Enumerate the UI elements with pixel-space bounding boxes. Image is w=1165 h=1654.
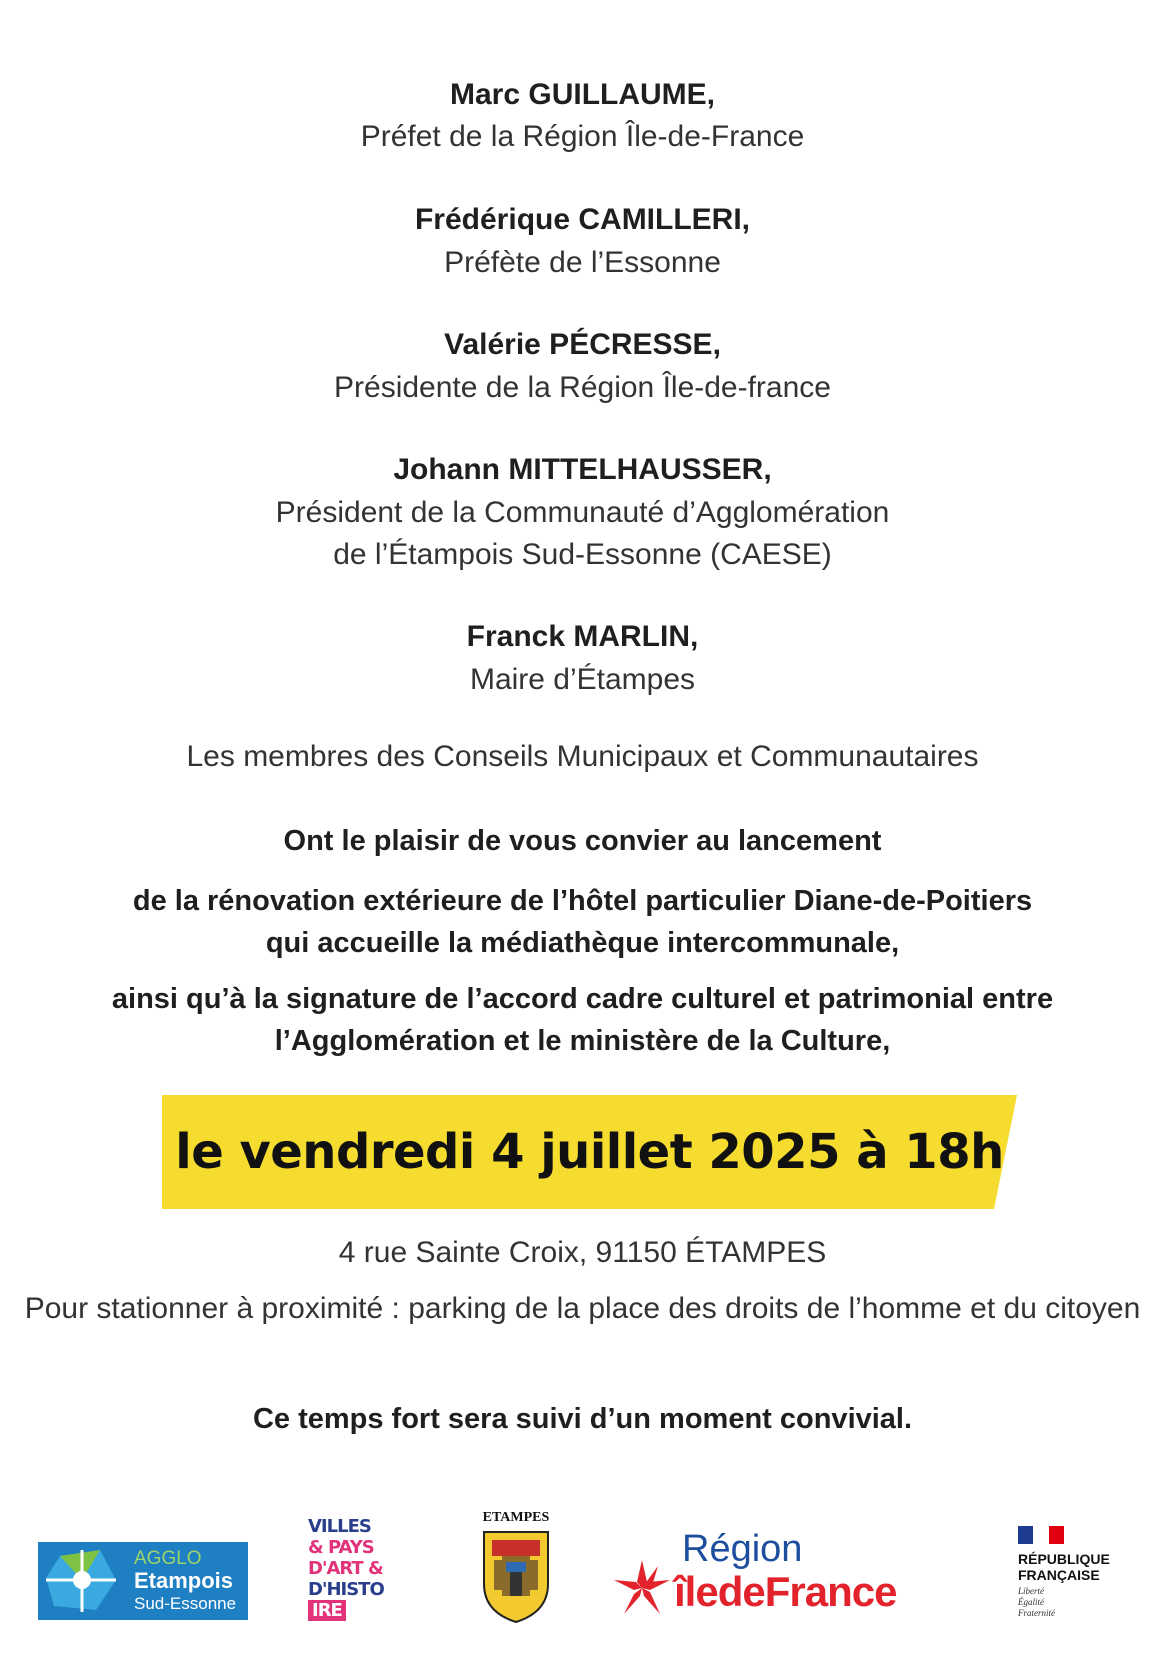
- date-banner: [162, 1095, 1017, 1209]
- region-logo-line1: Région: [682, 1528, 803, 1570]
- etampes-coat-of-arms-icon: [478, 1526, 554, 1626]
- villes-logo-line3: D'ART &: [308, 1558, 383, 1579]
- agglo-logo-line3: Sud-Essonne: [134, 1594, 237, 1613]
- republique-motto3: Fraternité: [1018, 1608, 1055, 1618]
- closing-line: Ce temps fort sera suivi d’un moment convivial.: [252, 1403, 913, 1435]
- republique-line1: RÉPUBLIQUE: [1018, 1551, 1110, 1567]
- event-date: le vendredi 4 juillet 2025 à 18h: [175, 1124, 1004, 1180]
- invitation-line: l’Agglomération et le ministère de la Culture,: [274, 1025, 891, 1057]
- french-flag-icon: [1018, 1526, 1064, 1544]
- event-address: 4 rue Sainte Croix, 91150 ÉTAMPES: [338, 1236, 827, 1269]
- villes-logo-line4: D'HISTO: [308, 1579, 384, 1600]
- etampes-logo-label: ETAMPES: [482, 1510, 550, 1525]
- agglo-etampois-logo: [38, 1542, 248, 1620]
- republique-line2: FRANÇAISE: [1018, 1567, 1100, 1583]
- signatory-name: Valérie PÉCRESSE,: [444, 328, 721, 361]
- region-ile-de-france-logo: [612, 1528, 912, 1624]
- signatory-title: Préfète de l’Essonne: [444, 246, 721, 279]
- signatory-name: Franck MARLIN,: [466, 620, 699, 653]
- signatory-title: Président de la Communauté d’Agglomération: [275, 496, 890, 529]
- invitation-line: de la rénovation extérieure de l’hôtel particulier Diane-de-Poitiers: [132, 885, 1033, 917]
- villes-logo-line1: VILLES: [308, 1516, 371, 1537]
- signatory-title: Maire d’Étampes: [469, 663, 696, 696]
- signatory-title: Préfet de la Région Île-de-France: [360, 120, 805, 153]
- signatory-title: Présidente de la Région Île-de-france: [334, 371, 831, 404]
- region-logo-ile: îlede: [674, 1568, 765, 1615]
- republique-motto2: Égalité: [1018, 1597, 1044, 1607]
- agglo-logo-line2: Etampois: [134, 1568, 234, 1593]
- agglo-logo-line1: AGGLO: [134, 1548, 202, 1569]
- villes-logo-line5: IRE: [308, 1600, 346, 1621]
- region-logo-line2: [674, 1568, 896, 1616]
- members-line: Les membres des Conseils Municipaux et Communautaires: [186, 740, 979, 773]
- region-star-icon: [612, 1558, 672, 1618]
- signatory-name: Frédérique CAMILLERI,: [414, 203, 751, 236]
- signatory-title: de l’Étampois Sud-Essonne (CAESE): [333, 538, 832, 571]
- republique-francaise-logo: [1018, 1526, 1138, 1626]
- signatory-name: Johann MITTELHAUSSER,: [393, 453, 772, 486]
- villes-logo-line2: & PAYS: [308, 1537, 374, 1558]
- republique-motto1: Liberté: [1018, 1586, 1044, 1596]
- partner-logos: [0, 1500, 1165, 1630]
- signatory-name: Marc GUILLAUME,: [449, 78, 716, 111]
- villes-pays-art-histoire-logo: [308, 1516, 392, 1626]
- invitation-line: ainsi qu’à la signature de l’accord cadre culturel et patrimonial entre: [111, 983, 1054, 1015]
- region-logo-france: France: [764, 1568, 897, 1615]
- invitation-line: qui accueille la médiathèque intercommunale,: [265, 927, 900, 959]
- etampes-logo: [478, 1510, 554, 1630]
- invitation-line: Ont le plaisir de vous convier au lancement: [283, 825, 882, 857]
- parking-info: Pour stationner à proximité : parking de la place des droits de l’homme et du citoyen: [24, 1292, 1141, 1325]
